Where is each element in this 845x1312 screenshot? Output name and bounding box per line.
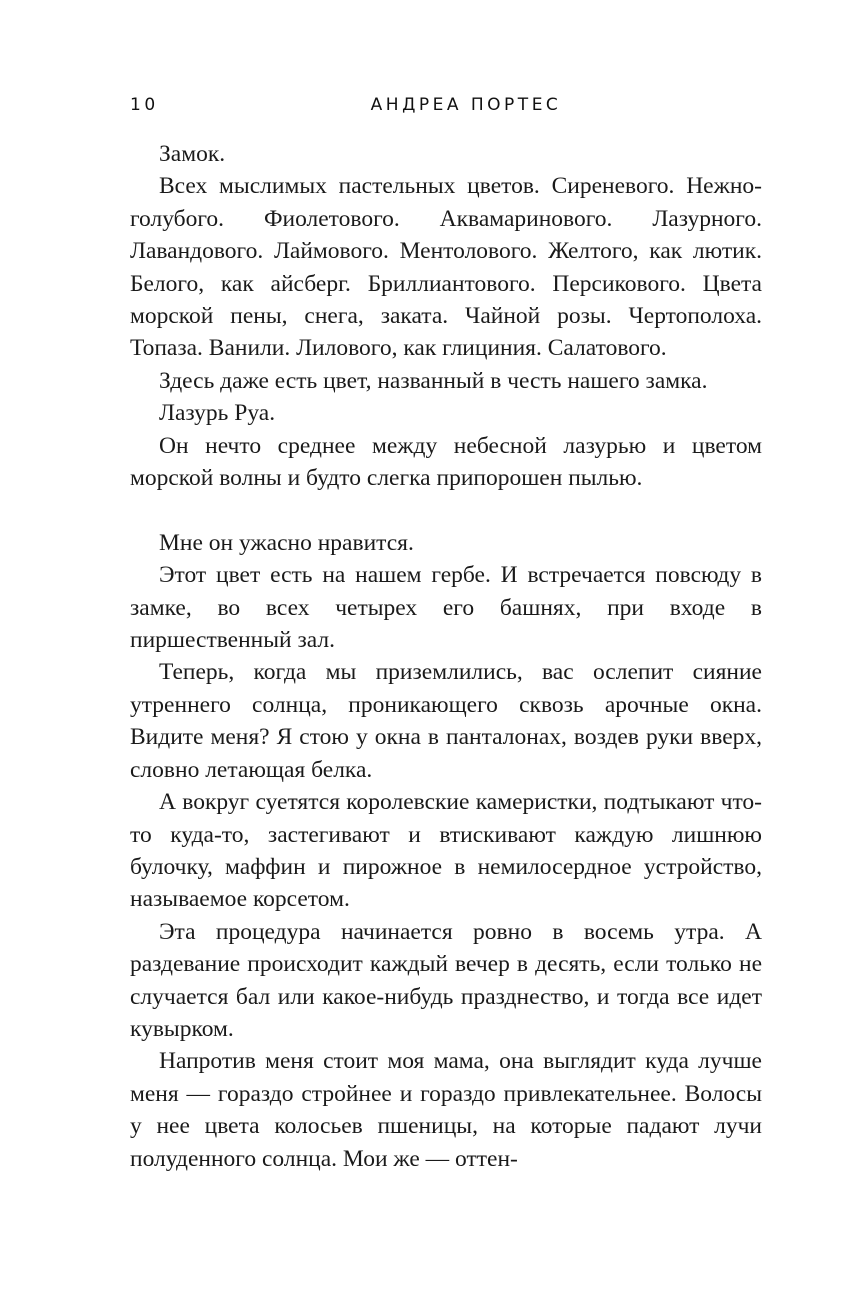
- paragraph: Теперь, когда мы приземлились, вас ослепит сияние утреннего солнца, проникающего сквозь арочные окна. Видите меня? Я стою у окна в панталонах, воздев руки вверх, словно летающая белка.: [130, 659, 762, 783]
- paragraph: Всех мыслимых пастельных цветов. Сиреневого. Нежно-голубого. Фиолетового. Аквамаринового. Лазурного. Лавандового. Лаймового. Ментолового. Желтого, как лютик. Белого, как айсберг. Бриллиантового. Персикового. Цвета морской пены, снега, заката. Чайной розы. Чертополоха. Топаза. Ванили. Лилового, как глициния. Салатового.: [130, 173, 762, 362]
- paragraph: Мне он ужасно нравится.: [159, 529, 414, 556]
- paragraph: А вокруг суетятся королевские камеристки, подтыкают что-то куда-то, застегивают и втискивают каждую лишнюю булочку, маффин и пирожное в немилосердное устройство, называемое корсетом.: [130, 789, 762, 913]
- paragraph: Здесь даже есть цвет, названный в честь нашего замка.: [159, 367, 708, 394]
- running-title: АНДРЕА ПОРТЕС: [370, 95, 562, 115]
- body-text: [130, 138, 762, 1175]
- paragraph: Лазурь Руа.: [159, 400, 276, 427]
- paragraph: Эта процедура начинается ровно в восемь утра. А раздевание происходит каждый вечер в десять, если только не случается бал или какое-нибудь празднество, и тогда все идет кувырком.: [130, 918, 762, 1042]
- paragraph: Этот цвет есть на нашем гербе. И встречается повсюду в замке, во всех четырех его башнях, при входе в пиршественный зал.: [130, 562, 762, 654]
- paragraph: Напротив меня стоит моя мама, она выглядит куда лучше меня — гораздо стройнее и гораздо привлекательнее. Волосы у нее цвета колосьев пшеницы, на которые падают лучи полуденного солнца. Мои же — оттен-: [130, 1048, 762, 1172]
- page-number: 10: [130, 95, 159, 115]
- page-header: [130, 90, 762, 120]
- paragraph: Замок.: [159, 141, 226, 167]
- paragraph: Он нечто среднее между небесной лазурью и цветом морской волны и будто слегка припорошен пылью.: [130, 432, 762, 492]
